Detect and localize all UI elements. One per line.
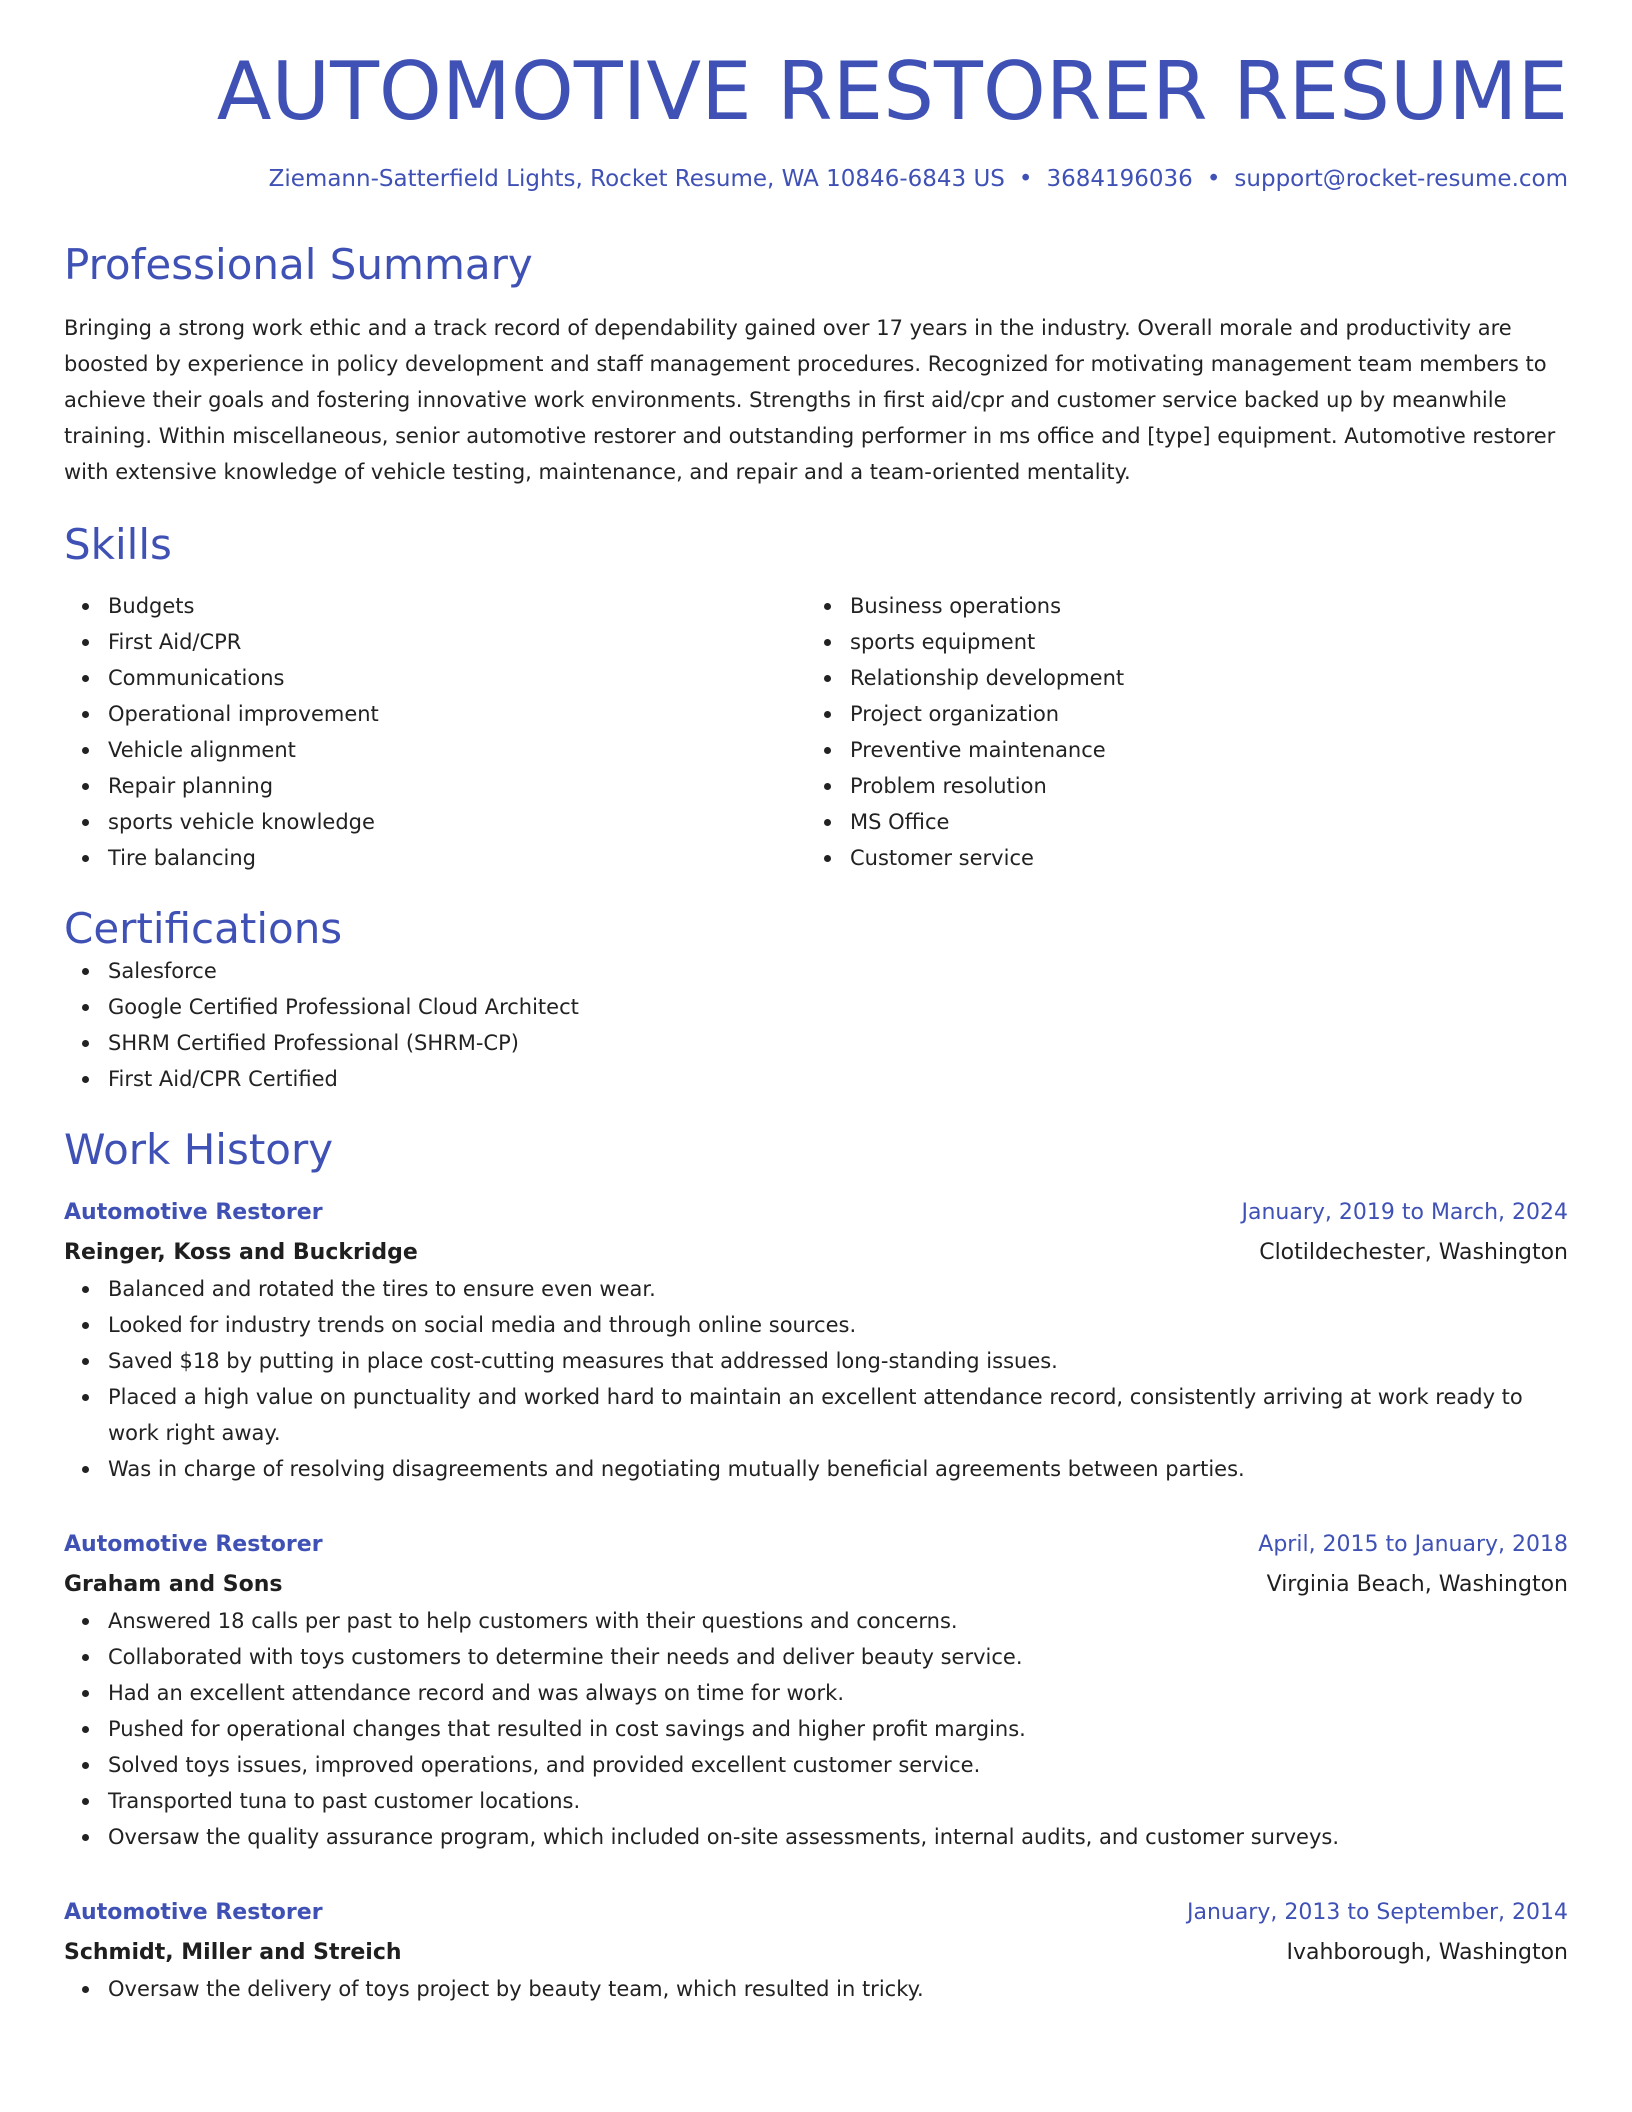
job-header xyxy=(64,1527,1568,1563)
certifications-list xyxy=(64,953,1568,1097)
summary-heading: Professional Summary xyxy=(64,240,533,289)
skill-item: Problem resolution xyxy=(850,768,1548,804)
certification-item: Salesforce xyxy=(108,953,1568,989)
certification-item: SHRM Certified Professional (SHRM-CP) xyxy=(108,1025,1568,1061)
skills-list-left xyxy=(64,588,806,876)
skill-item: MS Office xyxy=(850,804,1548,840)
skill-item: Repair planning xyxy=(108,768,806,804)
contact-line xyxy=(64,166,1568,192)
job-bullet: Pushed for operational changes that resulted in cost savings and higher profit margins. xyxy=(108,1711,1568,1747)
resume-header xyxy=(64,0,1568,192)
job-bullet: Was in charge of resolving disagreements and negotiating mutually beneficial agreements between parties. xyxy=(108,1451,1568,1487)
job-bullet: Had an excellent attendance record and was always on time for work. xyxy=(108,1675,1568,1711)
job-entry xyxy=(64,1895,1568,2007)
job-dates: January, 2019 to March, 2024 xyxy=(1241,1199,1568,1225)
job-bullet: Saved $18 by putting in place cost-cutting measures that addressed long-standing issues. xyxy=(108,1343,1568,1379)
job-location: Clotildechester, Washington xyxy=(1259,1239,1568,1265)
summary-section xyxy=(64,242,1568,490)
certification-item: First Aid/CPR Certified xyxy=(108,1061,1568,1097)
job-subheader xyxy=(64,1931,1568,1971)
job-location: Ivahborough, Washington xyxy=(1286,1939,1568,1965)
contact-phone: 3684196036 xyxy=(1046,166,1193,192)
skill-item: Communications xyxy=(108,660,806,696)
contact-address: Ziemann-Satterfield Lights, Rocket Resume, WA 10846-6843 US xyxy=(268,166,1005,192)
job-bullet: Collaborated with toys customers to determine their needs and deliver beauty service. xyxy=(108,1639,1568,1675)
skills-section xyxy=(64,522,1568,876)
skill-item: Budgets xyxy=(108,588,806,624)
job-bullet: Balanced and rotated the tires to ensure even wear. xyxy=(108,1271,1568,1307)
skill-item: First Aid/CPR xyxy=(108,624,806,660)
skill-item: Operational improvement xyxy=(108,696,806,732)
skills-list-right xyxy=(806,588,1548,876)
skill-item: Business operations xyxy=(850,588,1548,624)
job-title: Automotive Restorer xyxy=(64,1199,323,1225)
job-bullet: Looked for industry trends on social media and through online sources. xyxy=(108,1307,1568,1343)
job-subheader xyxy=(64,1231,1568,1271)
skill-item: Relationship development xyxy=(850,660,1548,696)
contact-email[interactable]: support@rocket-resume.com xyxy=(1234,166,1568,192)
skill-item: Tire balancing xyxy=(108,840,806,876)
job-entry xyxy=(64,1527,1568,1855)
job-bullet: Transported tuna to past customer locations. xyxy=(108,1783,1568,1819)
skill-item: Project organization xyxy=(850,696,1548,732)
summary-text: Bringing a strong work ethic and a track record of dependability gained over 17 years in the industry. Overall morale and productivity are boosted by experience in policy development and staff management procedures. Recognized for motivating management team members to achieve their goals and fostering innovative work environments. Strengths in first aid/cpr and customer service backed up by meanwhile training. Within miscellaneous, senior automotive restorer and outstanding performer in ms office and [type] equipment. Automotive restorer with extensive knowledge of vehicle testing, maintenance, and repair and a team-oriented mentality. xyxy=(64,316,1556,485)
job-header xyxy=(64,1195,1568,1231)
job-entry xyxy=(64,1195,1568,1487)
certifications-section xyxy=(64,906,1568,1096)
certification-item: Google Certified Professional Cloud Architect xyxy=(108,989,1568,1025)
job-bullets xyxy=(64,1603,1568,1855)
job-subheader xyxy=(64,1563,1568,1603)
job-bullet: Oversaw the delivery of toys project by beauty team, which resulted in tricky. xyxy=(108,1971,1568,2007)
job-title: Automotive Restorer xyxy=(64,1531,323,1557)
skill-item: sports vehicle knowledge xyxy=(108,804,806,840)
job-header xyxy=(64,1895,1568,1931)
skill-item: Vehicle alignment xyxy=(108,732,806,768)
skill-item: Customer service xyxy=(850,840,1548,876)
contact-separator: • xyxy=(1206,166,1221,192)
resume-title: AUTOMOTIVE RESTORER RESUME xyxy=(216,45,1568,138)
work-history-section xyxy=(64,1124,1568,2007)
certifications-heading: Certifications xyxy=(64,904,343,954)
job-company: Graham and Sons xyxy=(64,1571,283,1597)
skills-heading: Skills xyxy=(64,520,172,570)
job-bullet: Solved toys issues, improved operations, and provided excellent customer service. xyxy=(108,1747,1568,1783)
job-bullets xyxy=(64,1271,1568,1487)
job-bullet: Answered 18 calls per past to help customers with their questions and concerns. xyxy=(108,1603,1568,1639)
skills-column-right xyxy=(806,588,1548,876)
skills-column-left xyxy=(64,588,806,876)
skill-item: Preventive maintenance xyxy=(850,732,1548,768)
skills-grid xyxy=(64,588,1568,876)
job-dates: April, 2015 to January, 2018 xyxy=(1258,1531,1568,1557)
job-bullet: Placed a high value on punctuality and worked hard to maintain an excellent attendance record, consistently arriving at work ready to work right away. xyxy=(108,1379,1568,1451)
work-history-heading: Work History xyxy=(64,1124,334,1174)
job-bullet: Oversaw the quality assurance program, which included on-site assessments, internal audits, and customer surveys. xyxy=(108,1819,1568,1855)
job-company: Reinger, Koss and Buckridge xyxy=(64,1239,418,1265)
job-dates: January, 2013 to September, 2014 xyxy=(1186,1899,1568,1925)
job-title: Automotive Restorer xyxy=(64,1899,323,1925)
job-location: Virginia Beach, Washington xyxy=(1266,1571,1568,1597)
contact-separator: • xyxy=(1018,166,1033,192)
job-bullets xyxy=(64,1971,1568,2007)
skill-item: sports equipment xyxy=(850,624,1548,660)
job-company: Schmidt, Miller and Streich xyxy=(64,1939,402,1965)
